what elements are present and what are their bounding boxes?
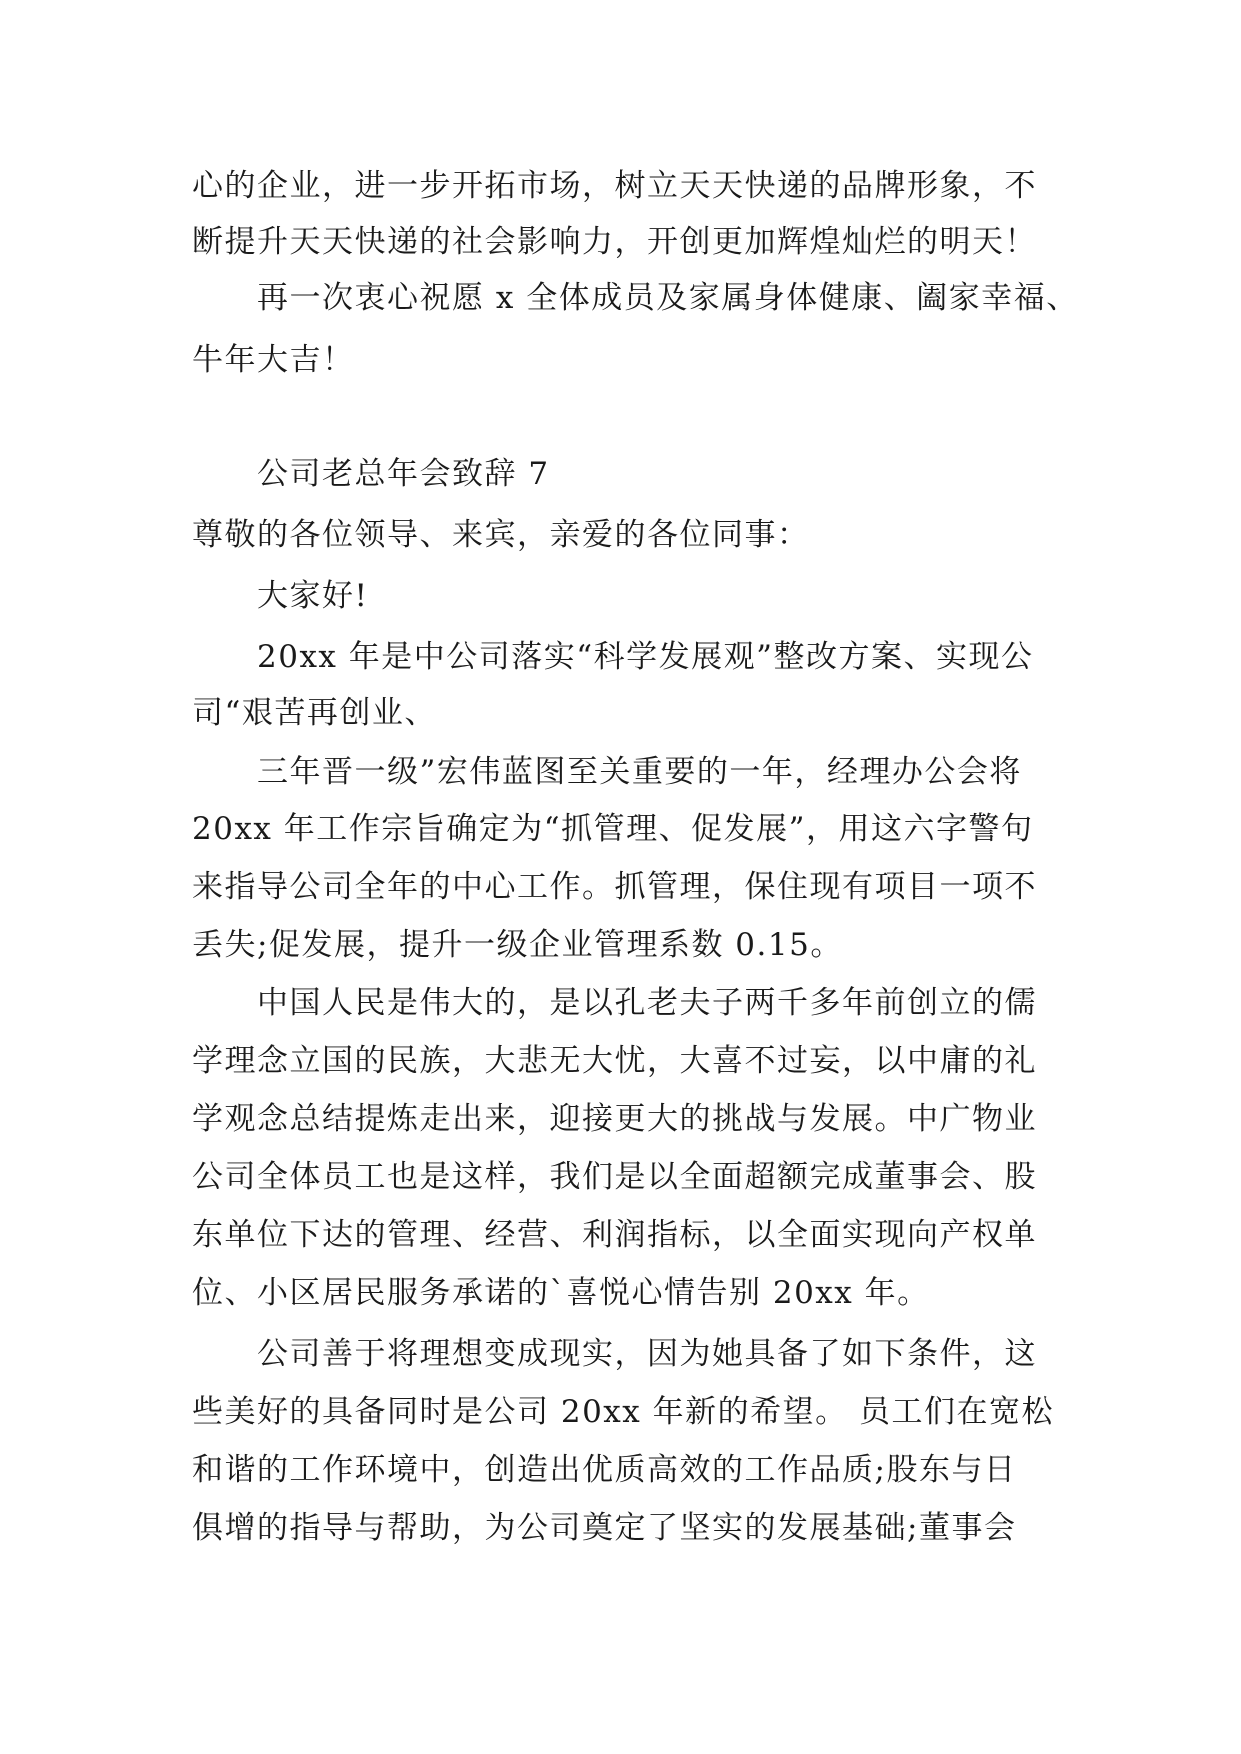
text-line: 公司善于将理想变成现实，因为她具备了如下条件，这 <box>257 1336 1037 1372</box>
text-line: 司“艰苦再创业、 <box>192 695 437 731</box>
greeting: 大家好! <box>257 578 369 614</box>
text-line: 俱增的指导与帮助，为公司奠定了坚实的发展基础;董事会 <box>192 1510 1017 1546</box>
text-line: 位、小区居民服务承诺的`喜悦心情告别 20xx 年。 <box>192 1275 930 1311</box>
section-heading: 公司老总年会致辞 7 <box>257 456 550 492</box>
text-line: 学观念总结提炼走出来，迎接更大的挑战与发展。中广物业 <box>192 1101 1037 1137</box>
text-line: 20xx 年是中公司落实“科学发展观”整改方案、实现公 <box>257 639 1034 675</box>
text-line: 牛年大吉！ <box>192 342 355 378</box>
text-line: 再一次衷心祝愿 x 全体成员及家属身体健康、阖家幸福、 <box>257 280 1079 316</box>
text-line: 些美好的具备同时是公司 20xx 年新的希望。 员工们在宽松 <box>192 1394 1054 1430</box>
text-line: 断提升天天快递的社会影响力，开创更加辉煌灿烂的明天！ <box>192 224 1037 260</box>
text-line: 和谐的工作环境中，创造出优质高效的工作品质;股东与日 <box>192 1452 1017 1488</box>
text-line: 公司全体员工也是这样，我们是以全面超额完成董事会、股 <box>192 1159 1037 1195</box>
text-line: 心的企业，进一步开拓市场，树立天天快递的品牌形象，不 <box>192 168 1037 204</box>
text-line: 学理念立国的民族，大悲无大忧，大喜不过妄，以中庸的礼 <box>192 1043 1037 1079</box>
text-line: 三年晋一级”宏伟蓝图至关重要的一年，经理办公会将 <box>257 754 1022 790</box>
text-line: 20xx 年工作宗旨确定为“抓管理、促发展”，用这六字警句 <box>192 811 1034 847</box>
text-line: 中国人民是伟大的，是以孔老夫子两千多年前创立的儒 <box>257 985 1037 1021</box>
text-line: 来指导公司全年的中心工作。抓管理，保住现有项目一项不 <box>192 869 1037 905</box>
text-line: 丢失;促发展，提升一级企业管理系数 0.15。 <box>192 927 843 963</box>
text-line: 东单位下达的管理、经营、利润指标，以全面实现向产权单 <box>192 1217 1037 1253</box>
salutation: 尊敬的各位领导、来宾，亲爱的各位同事： <box>192 517 810 553</box>
